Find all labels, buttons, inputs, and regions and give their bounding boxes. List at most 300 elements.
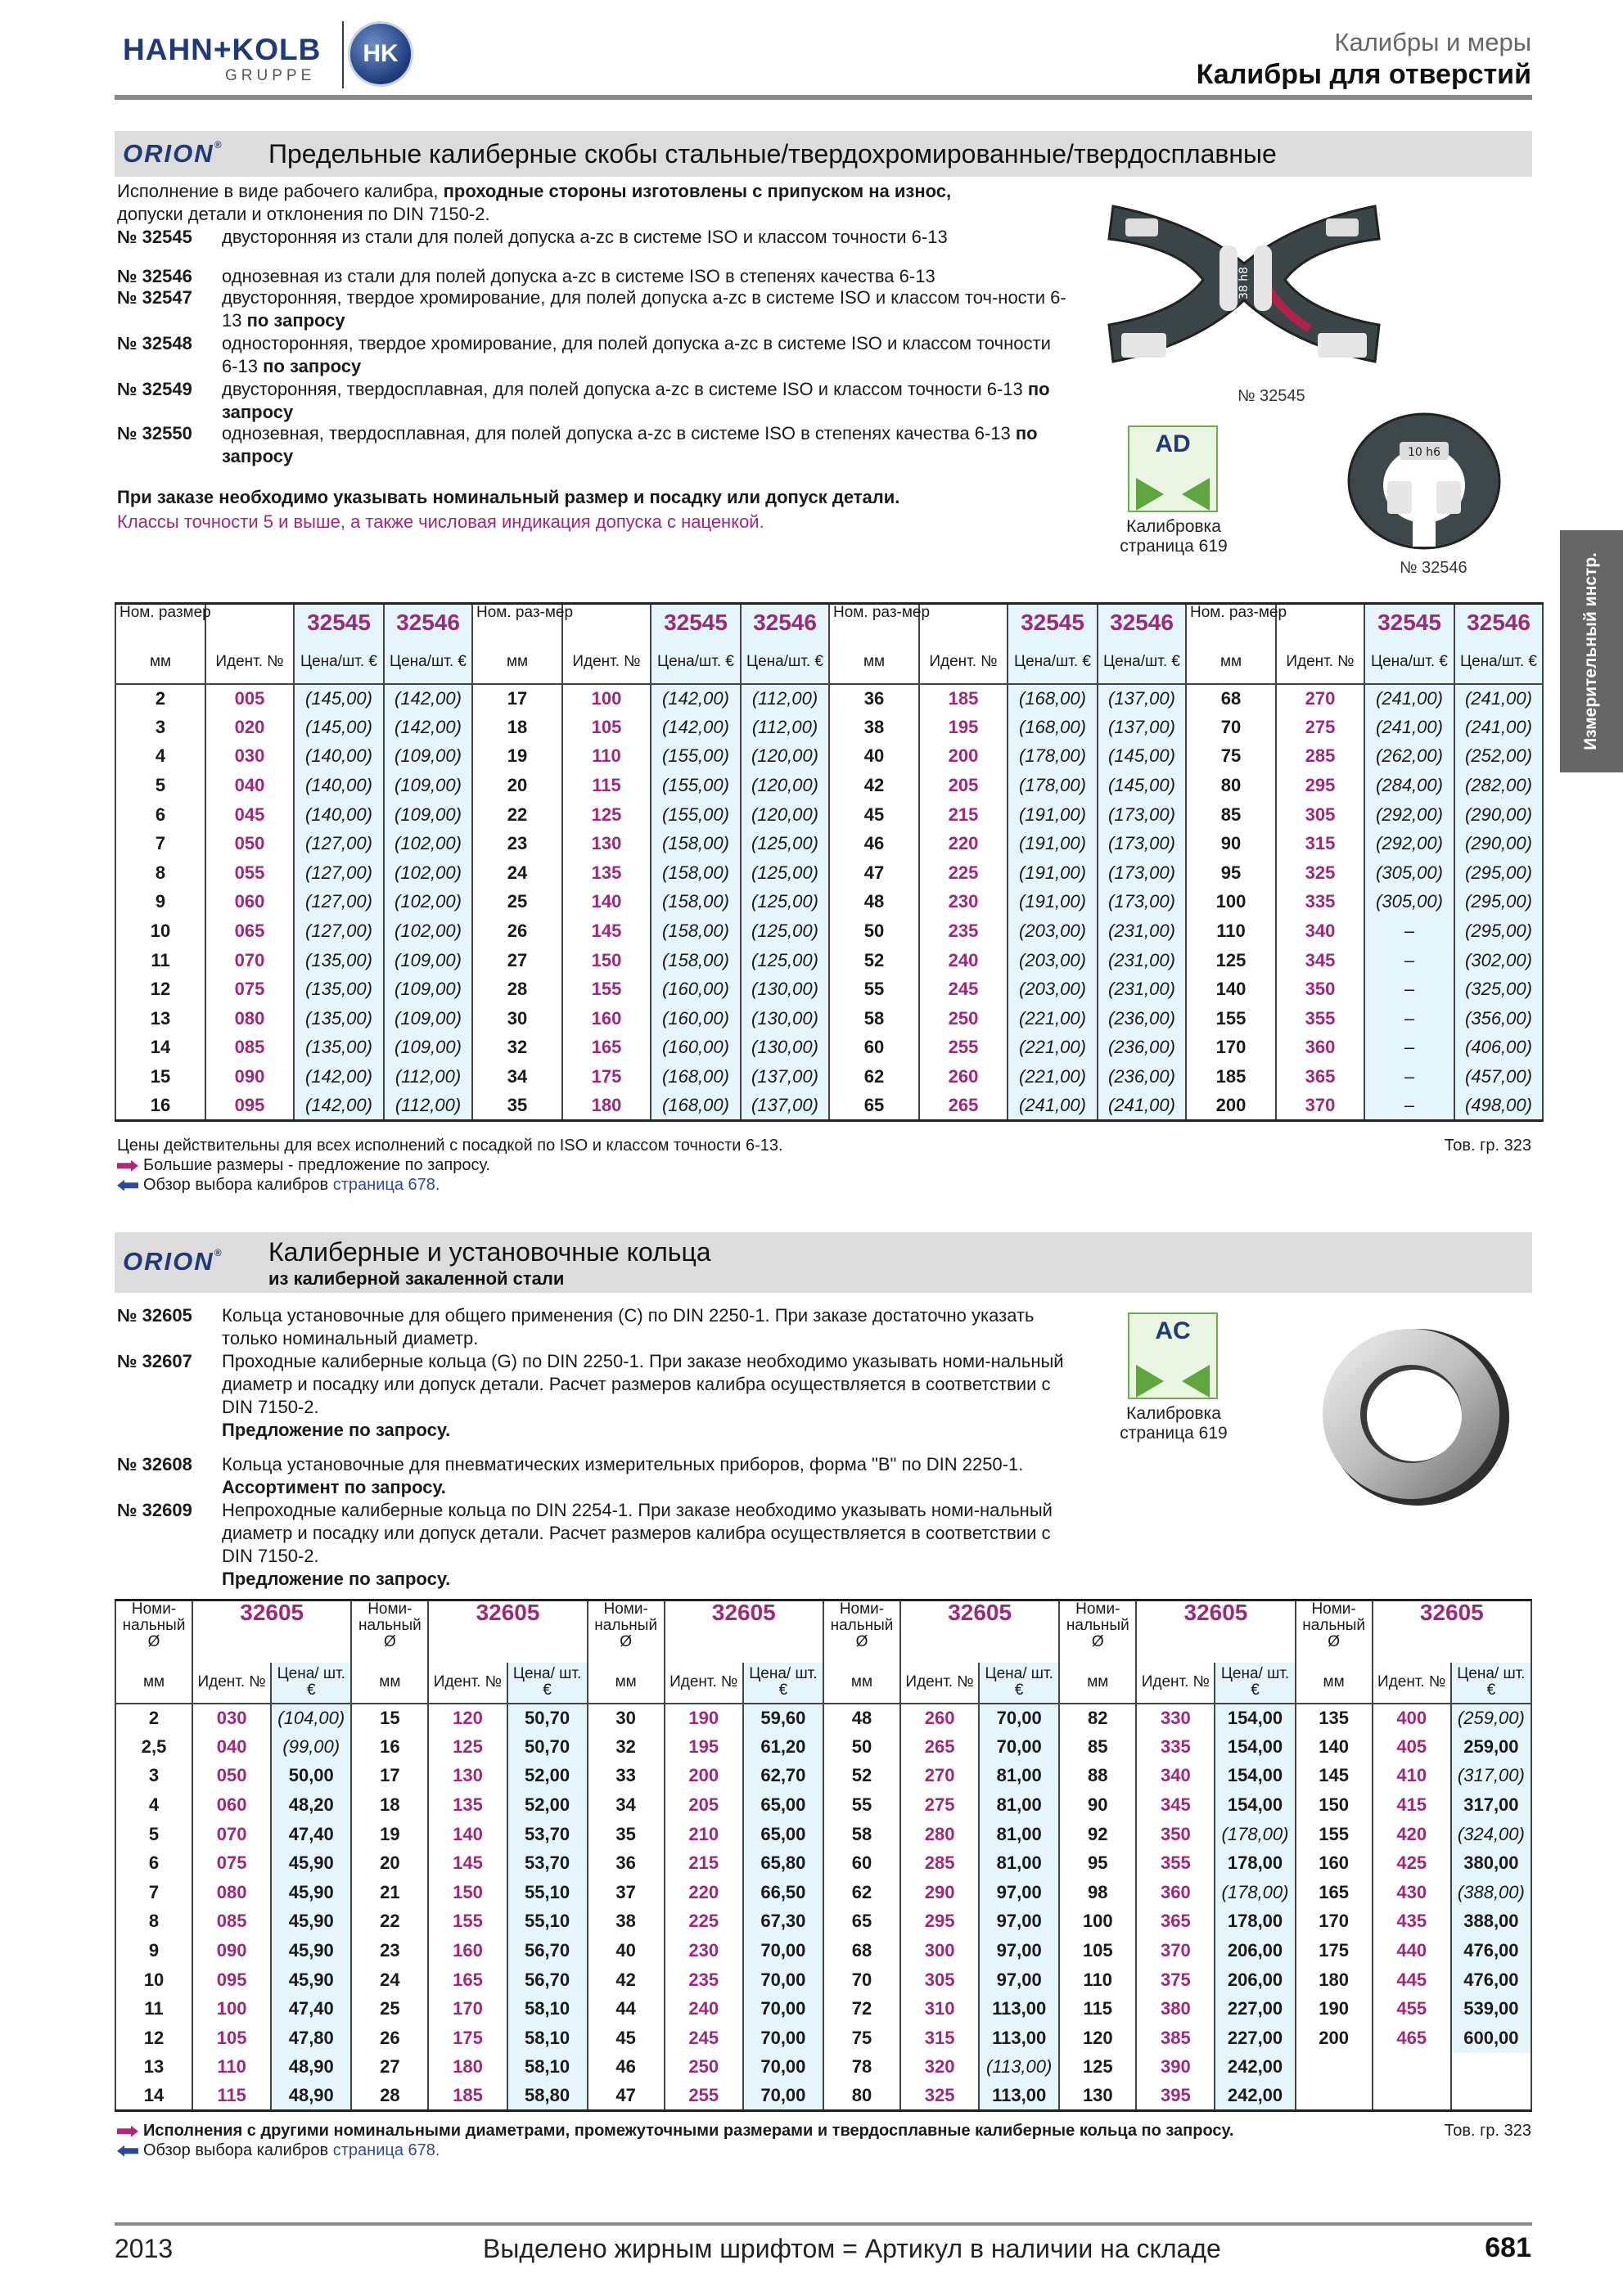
logo-seal-letters: HK <box>363 40 399 67</box>
col-header-code: 32605 <box>1373 1600 1531 1663</box>
col-header-mm: мм <box>588 1663 665 1704</box>
cell-size: 52 <box>829 946 919 975</box>
cell-size: 32 <box>588 1732 665 1762</box>
cell-size: 10 <box>115 1965 192 1995</box>
product-description <box>222 422 1066 468</box>
cell-size: 46 <box>829 829 919 858</box>
cell-price: 58,10 <box>507 2053 588 2082</box>
cell-size: 62 <box>829 1062 919 1092</box>
col-header-code: 32545 <box>1008 604 1098 642</box>
col-header-price: Цена/шт. € <box>294 642 384 684</box>
cell-ident: 125 <box>428 1732 507 1762</box>
cell-size: 90 <box>1059 1790 1136 1820</box>
cell-size: 55 <box>823 1790 900 1820</box>
cell-size: 5 <box>115 1820 192 1849</box>
cell-size: 32 <box>472 1033 562 1063</box>
cell-ident: 245 <box>919 975 1008 1004</box>
cell-price: (109,00) <box>384 771 472 800</box>
cell-price: 97,00 <box>979 1936 1059 1965</box>
col-header-blank <box>1276 604 1364 642</box>
cell-size: 115 <box>1059 1994 1136 2024</box>
cell-size: 100 <box>1059 1907 1136 1937</box>
cell-size: 60 <box>829 1033 919 1063</box>
cell-ident: 050 <box>192 1762 271 1791</box>
cell-size: 26 <box>351 2024 428 2053</box>
cell-price: (241,00) <box>1008 1092 1098 1121</box>
cell-ident: 170 <box>428 1994 507 2024</box>
col-header-price: Цена/ шт. € <box>1451 1663 1531 1704</box>
cell-ident: 085 <box>192 1907 271 1937</box>
product-description-text: двусторонняя, твердосплавная, для полей допуска a-zc в системе ISO и классом точности 6-13 <box>222 379 1028 399</box>
cell-size: 37 <box>588 1878 665 1907</box>
cell-size: 30 <box>588 1704 665 1733</box>
cell-ident: 240 <box>665 1994 743 2024</box>
cell-price: 48,90 <box>271 2082 351 2111</box>
cell-size: 55 <box>829 975 919 1004</box>
table-row <box>115 713 1543 742</box>
col-header-size: Номи-нальный Ø <box>1059 1600 1136 1663</box>
table-row <box>115 1704 1531 1733</box>
cell-price: 58,80 <box>507 2082 588 2111</box>
cell-ident: 220 <box>919 829 1008 858</box>
cell-price: 55,10 <box>507 1878 588 1907</box>
calibration-badge-ad[interactable] <box>1128 425 1218 512</box>
cell-ident: 185 <box>919 684 1008 714</box>
cell-price: 113,00 <box>979 2024 1059 2053</box>
cell-price: (457,00) <box>1454 1062 1543 1092</box>
col-header-ident: Идент. № <box>900 1663 979 1704</box>
cell-size: 180 <box>1296 1965 1373 1995</box>
col-header-code: 32605 <box>665 1600 823 1663</box>
table-row <box>115 946 1543 975</box>
col-header-ident: Идент. № <box>1373 1663 1451 1704</box>
cell-ident: 435 <box>1373 1907 1451 1937</box>
table-row <box>115 2053 1531 2082</box>
table-header-row <box>115 604 1543 642</box>
col-header-size: Номи-нальный Ø <box>823 1600 900 1663</box>
cell-ident: 030 <box>192 1704 271 1733</box>
cell-ident: 250 <box>665 2053 743 2082</box>
cell-price: 81,00 <box>979 1820 1059 1849</box>
cell-size: 125 <box>1059 2053 1136 2082</box>
col-header-mm: мм <box>1296 1663 1373 1704</box>
product-number: № 32545 <box>117 227 192 247</box>
table-row <box>115 742 1543 772</box>
col-header-size: Ном. раз-мер <box>829 604 919 642</box>
cell-ident: 355 <box>1276 1004 1364 1033</box>
cell-price: 97,00 <box>979 1907 1059 1937</box>
cell-price: 70,00 <box>743 2053 823 2082</box>
col-header-price: Цена/ шт. € <box>1215 1663 1295 1704</box>
cell-price: (125,00) <box>741 888 829 917</box>
header-rule <box>115 95 1532 100</box>
cell-price: 59,60 <box>743 1704 823 1733</box>
cell-size: 35 <box>588 1820 665 1849</box>
cell-ident: 175 <box>562 1062 651 1092</box>
cell-ident: 105 <box>192 2024 271 2053</box>
cell-price: (241,00) <box>1454 684 1543 714</box>
product-item <box>117 332 1066 378</box>
section2-overview-link[interactable]: страница 678. <box>332 2141 440 2159</box>
cell-price: 45,90 <box>271 1848 351 1878</box>
cell-price: 154,00 <box>1215 1762 1295 1791</box>
cell-price: 53,70 <box>507 1848 588 1878</box>
cell-price: (292,00) <box>1364 829 1454 858</box>
calibration-ref-2[interactable] <box>1097 1404 1251 1443</box>
table-row <box>115 1965 1531 1995</box>
cell-ident: 005 <box>205 684 294 714</box>
col-header-price: Цена/шт. € <box>384 642 472 684</box>
col-header-blank <box>919 604 1008 642</box>
cell-ident: 310 <box>900 1994 979 2024</box>
cell-price: 48,20 <box>271 1790 351 1820</box>
cell-size: 72 <box>823 1994 900 2024</box>
cell-size: 18 <box>351 1790 428 1820</box>
cell-size: 155 <box>1296 1820 1373 1849</box>
cell-ident <box>1373 2053 1451 2082</box>
cell-price: (317,00) <box>1451 1762 1531 1791</box>
section1-overview-link[interactable]: страница 678. <box>332 1176 440 1194</box>
cell-size: 34 <box>588 1790 665 1820</box>
cell-price: (191,00) <box>1008 800 1098 830</box>
calibration-label-2: Калибровка <box>1126 1404 1221 1423</box>
cell-ident: 090 <box>192 1936 271 1965</box>
cell-ident: 125 <box>562 800 651 830</box>
orion-logo-mark: ® <box>214 139 223 151</box>
cell-price: (203,00) <box>1008 916 1098 946</box>
col-header-price: Цена/шт. € <box>741 642 829 684</box>
col-header-price: Цена/шт. € <box>1098 642 1186 684</box>
cell-size: 88 <box>1059 1762 1136 1791</box>
cell-price: 259,00 <box>1451 1732 1531 1762</box>
cell-price: 70,00 <box>743 1936 823 1965</box>
cell-price: 67,30 <box>743 1907 823 1937</box>
cell-ident: 280 <box>900 1820 979 1849</box>
orion-logo <box>123 139 223 169</box>
cell-price: (155,00) <box>651 771 741 800</box>
cell-ident: 360 <box>1276 1033 1364 1063</box>
col-header-size: Номи-нальный Ø <box>1296 1600 1373 1663</box>
product-item <box>117 422 1066 468</box>
cell-size: 30 <box>472 1004 562 1033</box>
cell-ident: 315 <box>900 2024 979 2053</box>
cell-price: (302,00) <box>1454 946 1543 975</box>
cell-price: (142,00) <box>294 1062 384 1092</box>
product-number: № 32605 <box>117 1305 192 1326</box>
cell-price: (142,00) <box>294 1092 384 1121</box>
product-item <box>117 378 1066 424</box>
product-item <box>117 226 1066 249</box>
cell-size: 7 <box>115 829 205 858</box>
cell-size: 13 <box>115 1004 205 1033</box>
product-description-text: однозевная, твердосплавная, для полей допуска a-zc в системе ISO в степенях качества 6-13 <box>222 423 1016 443</box>
product-description-text: однозевная из стали для полей допуска a-zc в системе ISO в степенях качества 6-13 <box>222 266 935 286</box>
cell-ident: 055 <box>205 858 294 888</box>
cell-price: (290,00) <box>1454 829 1543 858</box>
cell-ident: 220 <box>665 1878 743 1907</box>
cell-ident: 080 <box>192 1878 271 1907</box>
cell-price: (191,00) <box>1008 829 1098 858</box>
col-header-mm: мм <box>115 1663 192 1704</box>
cell-size: 26 <box>472 916 562 946</box>
cell-price: (295,00) <box>1454 916 1543 946</box>
col-header-price: Цена/шт. € <box>1454 642 1543 684</box>
cell-ident: 355 <box>1136 1848 1215 1878</box>
cell-size: 40 <box>588 1936 665 1965</box>
orion-logo-text-2: ORION <box>123 1247 214 1276</box>
cell-ident: 255 <box>665 2082 743 2111</box>
col-header-price: Цена/ шт. € <box>271 1663 351 1704</box>
section1-intro <box>117 180 1066 226</box>
product-number: № 32548 <box>117 333 192 353</box>
cell-ident: 155 <box>428 1907 507 1937</box>
cell-ident: 090 <box>205 1062 294 1092</box>
cell-ident: 145 <box>562 916 651 946</box>
cell-ident: 240 <box>919 946 1008 975</box>
cell-price: 242,00 <box>1215 2082 1295 2111</box>
table-row <box>115 916 1543 946</box>
col-header-price: Цена/шт. € <box>1364 642 1454 684</box>
cell-price: 45,90 <box>271 1907 351 1937</box>
cell-ident: 175 <box>428 2024 507 2053</box>
cell-ident: 150 <box>428 1878 507 1907</box>
cell-size: 46 <box>588 2053 665 2082</box>
cell-price: (305,00) <box>1364 858 1454 888</box>
cell-size: 18 <box>472 713 562 742</box>
col-header-size: Ном. раз-мер <box>472 604 562 642</box>
cell-ident: 135 <box>562 858 651 888</box>
cell-ident: 040 <box>205 771 294 800</box>
cell-ident: 295 <box>900 1907 979 1937</box>
cell-ident: 265 <box>900 1732 979 1762</box>
cell-price: (127,00) <box>294 829 384 858</box>
cell-price: (109,00) <box>384 975 472 1004</box>
col-header-mm: мм <box>472 642 562 684</box>
cell-price: 227,00 <box>1215 1994 1295 2024</box>
table-row <box>115 1033 1543 1063</box>
section1-goods-group: Тов. гр. 323 <box>1444 1137 1531 1155</box>
badge-right-triangle-icon <box>1182 478 1210 511</box>
cell-price: 70,00 <box>979 1704 1059 1733</box>
cell-price: 56,70 <box>507 1936 588 1965</box>
cell-ident: 350 <box>1136 1820 1215 1849</box>
cell-size: 38 <box>829 713 919 742</box>
arrow-left-icon <box>117 2145 138 2157</box>
cell-size: 52 <box>823 1762 900 1791</box>
product-description-text: Проходные калиберные кольца (G) по DIN 2250-1. При заказе необходимо указывать номи-нальный диаметр и посадку или допуск детали. Расчет размеров калибра осуществляется в соответствии с DIN 7150-2. <box>222 1351 1064 1417</box>
cell-ident: 285 <box>900 1848 979 1878</box>
section2-goods-group: Тов. гр. 323 <box>1444 2122 1531 2140</box>
cell-size: 3 <box>115 713 205 742</box>
cell-ident: 195 <box>919 713 1008 742</box>
cell-ident: 320 <box>900 2053 979 2082</box>
cell-price: (112,00) <box>741 684 829 714</box>
calibration-badge-ac[interactable] <box>1128 1312 1218 1399</box>
cell-price: (178,00) <box>1008 771 1098 800</box>
cell-price: (173,00) <box>1098 829 1186 858</box>
cell-ident: 230 <box>919 888 1008 917</box>
col-header-price: Цена/шт. € <box>1008 642 1098 684</box>
product-number: № 32549 <box>117 379 192 399</box>
cell-size: 130 <box>1059 2082 1136 2111</box>
table-row <box>115 2024 1531 2053</box>
cell-price: (221,00) <box>1008 1004 1098 1033</box>
section1-title: Предельные калиберные скобы стальные/твердохромированные/твердосплавные <box>268 139 1277 169</box>
product-description <box>222 332 1066 378</box>
arrow-left-icon <box>117 1180 138 1191</box>
col-header-code: 32546 <box>1454 604 1543 642</box>
cell-price: (168,00) <box>651 1062 741 1092</box>
product-description-text: Непроходные калиберные кольца по DIN 2254-1. При заказе необходимо указывать номи-нальный диаметр и посадку или допуск детали. Расчет размеров калибра осуществляется в соответствии с DIN 7150-2. <box>222 1500 1053 1566</box>
cell-ident: 050 <box>205 829 294 858</box>
cell-size: 22 <box>472 800 562 830</box>
col-header-ident: Идент. № <box>562 642 651 684</box>
cell-size: 80 <box>1186 771 1276 800</box>
table-header-row <box>115 642 1543 684</box>
cell-size: 4 <box>115 742 205 772</box>
cell-price: 48,90 <box>271 2053 351 2082</box>
section2-overview-text: Обзор выбора калибров <box>143 2141 333 2159</box>
product-description <box>222 1350 1066 1442</box>
calibration-badge-ac-label: AC <box>1155 1317 1191 1344</box>
cell-size: 200 <box>1186 1092 1276 1121</box>
cell-price: (137,00) <box>1098 713 1186 742</box>
cell-ident: 140 <box>562 888 651 917</box>
cell-size: 75 <box>1186 742 1276 772</box>
calibration-badge-ad-label: AD <box>1155 430 1191 457</box>
cell-size: 10 <box>115 916 205 946</box>
cell-size: 44 <box>588 1994 665 2024</box>
cell-ident: 060 <box>192 1790 271 1820</box>
cell-price: (221,00) <box>1008 1062 1098 1092</box>
table-row <box>115 2082 1531 2111</box>
cell-ident: 075 <box>205 975 294 1004</box>
cell-price: 178,00 <box>1215 1848 1295 1878</box>
cell-size: 36 <box>588 1848 665 1878</box>
cell-size: 8 <box>115 858 205 888</box>
badge-left-triangle-icon <box>1136 1365 1164 1398</box>
cell-price: (109,00) <box>384 742 472 772</box>
table-row <box>115 1092 1543 1121</box>
calibration-page-2: страница 619 <box>1120 1424 1228 1443</box>
cell-size: 2 <box>115 1704 192 1733</box>
cell-size: 90 <box>1186 829 1276 858</box>
cell-size: 14 <box>115 2082 192 2111</box>
logo-divider <box>342 21 344 88</box>
cell-size: 82 <box>1059 1704 1136 1733</box>
cell-price: (292,00) <box>1364 800 1454 830</box>
cell-ident: 070 <box>205 946 294 975</box>
cell-ident: 235 <box>919 916 1008 946</box>
cell-price: (102,00) <box>384 888 472 917</box>
cell-price: (112,00) <box>741 713 829 742</box>
cell-size: 21 <box>351 1878 428 1907</box>
cell-ident: 205 <box>919 771 1008 800</box>
product-item <box>117 1453 1066 1499</box>
cell-ident: 335 <box>1136 1732 1215 1762</box>
cell-ident: 185 <box>428 2082 507 2111</box>
cell-size: 190 <box>1296 1994 1373 2024</box>
cell-ident: 345 <box>1276 946 1364 975</box>
cell-ident: 455 <box>1373 1994 1451 2024</box>
cell-price: – <box>1364 916 1454 946</box>
table-row <box>115 1062 1543 1092</box>
cell-price: (125,00) <box>741 916 829 946</box>
cell-size: 33 <box>588 1762 665 1791</box>
cell-price: 65,00 <box>743 1820 823 1849</box>
cell-ident: 305 <box>1276 800 1364 830</box>
cell-price: (191,00) <box>1008 888 1098 917</box>
cell-ident: 325 <box>1276 858 1364 888</box>
cell-price: (236,00) <box>1098 1033 1186 1063</box>
cell-price: (173,00) <box>1098 800 1186 830</box>
cell-price: 242,00 <box>1215 2053 1295 2082</box>
cell-ident: 130 <box>562 829 651 858</box>
cell-price: (160,00) <box>651 1033 741 1063</box>
cell-price: (120,00) <box>741 771 829 800</box>
cell-size: 155 <box>1186 1004 1276 1033</box>
cell-ident: 445 <box>1373 1965 1451 1995</box>
cell-ident: 420 <box>1373 1820 1451 1849</box>
cell-price: (231,00) <box>1098 946 1186 975</box>
col-header-price: Цена/шт. € <box>651 642 741 684</box>
col-header-code: 32545 <box>651 604 741 642</box>
cell-size: 5 <box>115 771 205 800</box>
cell-price: 178,00 <box>1215 1907 1295 1937</box>
cell-ident: 155 <box>562 975 651 1004</box>
table-row <box>115 858 1543 888</box>
table-row <box>115 1994 1531 2024</box>
table-row <box>115 888 1543 917</box>
cell-ident: 180 <box>562 1092 651 1121</box>
cell-price: (178,00) <box>1215 1820 1295 1849</box>
col-header-size: Номи-нальный Ø <box>351 1600 428 1663</box>
product-photo-32546 <box>1342 407 1506 555</box>
calibration-ref-1[interactable] <box>1097 517 1251 556</box>
cell-price: (160,00) <box>651 975 741 1004</box>
product-availability: по запросу <box>222 379 1050 422</box>
product-item <box>117 286 1066 332</box>
cell-size: 120 <box>1059 2024 1136 2053</box>
cell-size: 25 <box>351 1994 428 2024</box>
cell-size: 12 <box>115 2024 192 2053</box>
cell-price: (145,00) <box>1098 771 1186 800</box>
cell-price: (142,00) <box>651 684 741 714</box>
cell-ident: 160 <box>428 1936 507 1965</box>
cell-ident: 405 <box>1373 1732 1451 1762</box>
cell-price: (203,00) <box>1008 975 1098 1004</box>
cell-size: 22 <box>351 1907 428 1937</box>
cell-ident: 410 <box>1373 1762 1451 1791</box>
cell-ident: 270 <box>1276 684 1364 714</box>
cell-price: (140,00) <box>294 742 384 772</box>
cell-ident: 075 <box>192 1848 271 1878</box>
side-tab[interactable] <box>1560 530 1623 772</box>
cell-ident: 150 <box>562 946 651 975</box>
cell-price: 61,20 <box>743 1732 823 1762</box>
cell-price: – <box>1364 1062 1454 1092</box>
cell-ident: 430 <box>1373 1878 1451 1907</box>
cell-ident: 245 <box>665 2024 743 2053</box>
cell-ident: 415 <box>1373 1790 1451 1820</box>
cell-ident: 195 <box>665 1732 743 1762</box>
section1-validity-note: Цены действительны для всех исполнений с посадкой по ISO и классом точности 6-13. <box>117 1137 783 1155</box>
cell-price: (241,00) <box>1098 1092 1186 1121</box>
cell-price: 65,80 <box>743 1848 823 1878</box>
table-row <box>115 829 1543 858</box>
section1-title-bar <box>115 131 1532 177</box>
cell-price: (388,00) <box>1451 1878 1531 1907</box>
